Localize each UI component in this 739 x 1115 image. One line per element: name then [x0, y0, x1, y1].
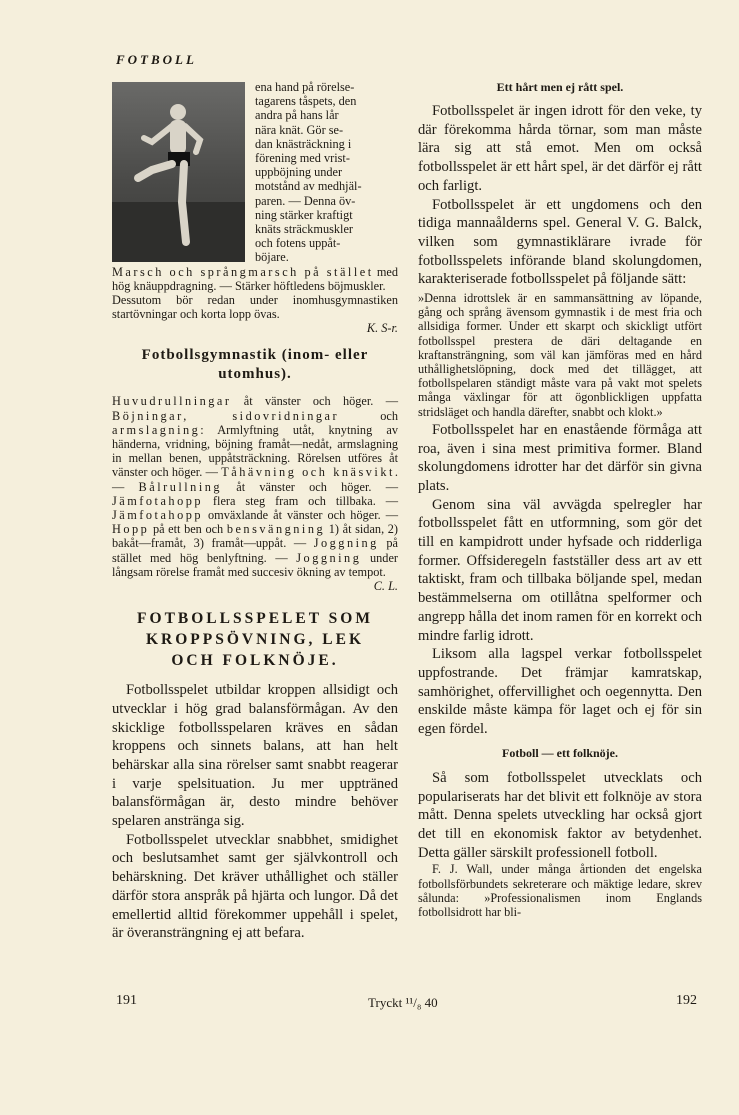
signature: C. L.: [373, 579, 398, 594]
start-paragraph: Dessutom bör redan under inomhusgymnastiken startövningar och korta lopp övas.: [112, 293, 398, 322]
paragraph-text: med hög knäuppdragning. — Stärker höftledens böjmuskler.: [112, 264, 398, 293]
paragraph-text: och: [339, 408, 398, 423]
caption-line: böjare.: [255, 250, 289, 265]
paragraph-text: omväxlande åt vänster och höger. —: [203, 508, 398, 523]
caption-line: ena hand på rörelse-: [255, 80, 355, 94]
spaced-term: Böjningar, sidovridningar: [112, 408, 340, 423]
left-column: [112, 80, 398, 943]
subheading: Fotboll — ett folknöje.: [502, 745, 618, 760]
caption-line: ning stärker kraftigt: [255, 207, 353, 222]
spaced-term: Jämfotahopp: [112, 508, 204, 523]
subheading: Ett hårt men ej rått spel.: [496, 80, 624, 94]
running-head: FOTBOLL: [116, 52, 197, 67]
spaced-term: armslagning: [112, 422, 201, 437]
caption-line: andra på hans lår: [255, 108, 339, 123]
caption-line: uppböjning under: [255, 165, 343, 180]
caption-line: paren. — Denna öv-: [255, 193, 356, 208]
spaced-term: Marsch och språngmarsch på stället: [112, 264, 374, 279]
signature: K. S-r.: [366, 321, 398, 336]
small-paragraph: F. J. Wall, under många årtionden det engelska fotbollsförbundets sekreterare och mäktige ledare, skrev sålunda: »Professionalismen inom Englands fotbollsidrott har bli-: [418, 862, 702, 919]
exercise-photo: [112, 82, 245, 262]
body-paragraph: Fotbollsspelet är ingen idrott för den veke, ty där förekomma hårda törnar, som man måste lära sig att stå emot. Men om också fotbollsspelet är ett hårt spel, är det därför ej rått och farligt.: [418, 103, 702, 194]
spaced-term: Joggning: [296, 550, 362, 565]
march-paragraph: [112, 265, 398, 293]
spaced-term: Hopp: [112, 522, 150, 537]
spaced-term: Joggning: [313, 536, 379, 551]
paragraph-text: . —: [112, 465, 398, 494]
main-heading-line: KROPPSÖVNING, LEK: [145, 631, 365, 649]
page-number-right: 192: [676, 993, 697, 1008]
main-heading: [112, 608, 398, 671]
paragraph-text: flera steg fram och tillbaka. —: [203, 493, 398, 508]
photo-block: [112, 80, 398, 265]
body-paragraph: Fotbollsspelet utbildar kroppen allsidigt och utvecklar i hög grad balansförmågan. Av den skicklige fotbollsspelaren kräves en sådan kroppens och sinnets balans, att han helt behärskar alla sina rörelser samt snabbt reagerar i varje spelsituation. Ju mer uppträned balansförmågan är, desto mindre behöver spelaren anstränga sig.: [112, 682, 398, 830]
paragraph-text: : Armlyftning utåt, knytning av händerna, vridning, böjning framåt—nedåt, armslagning in mellan benen, uppåtsträckning. Rörelsen utföres åt vänster och höger. —: [112, 422, 398, 480]
body-paragraph: Fotbollsspelet har en enastående förmåga att roa, även i sina mest primitiva former. Bland skolungdomens idrotter har det därför sin givna plats.: [418, 421, 702, 494]
caption-line: knäts sträckmuskler: [255, 222, 354, 237]
caption-line: tagarens tåspets, den: [255, 94, 357, 109]
main-heading-line: FOTBOLLSSPELET SOM: [137, 610, 373, 628]
athlete-figure-icon: [112, 82, 245, 262]
paragraph-text: åt vänster och höger. —: [222, 479, 399, 494]
page-number-left: 191: [116, 993, 137, 1008]
print-date: Tryckt ¹¹/₈ 40: [368, 995, 438, 1010]
gymnastics-paragraph: [112, 394, 398, 579]
caption-line: förening med vrist-: [255, 151, 350, 166]
caption-line: och fotens uppåt-: [255, 236, 341, 251]
spaced-term: Bålrullning: [138, 479, 223, 494]
paragraph-text: under långsam rörelse framåt med succesiv ökning av tempot.: [112, 550, 398, 579]
paragraph-text: 1) åt sidan, 2) bakåt—framåt, 3) framåt—uppåt. —: [112, 522, 398, 551]
body-paragraph: Genom sina väl avvägda spelregler har fotbollsspelet fått en utformning, som gör det till en kampidrott under hyfsade och ridderliga former. Offsideregeln fastställer dess art av ett taktiskt, fram och tillbaka böljande spel, medan bestämmelserna om otillåtna spelformer och angrepp hålla det inom ramen för en korrekt och mindre farlig idrott.: [418, 496, 702, 644]
paragraph-text: åt vänster och höger. —: [231, 394, 398, 409]
quote-paragraph: »Denna idrottslek är en sammansättning av löpande, gång och språng ävensom gymnastik i de mest fria och allsidiga former. Under ett skarpt och skickligt utfört fotbollsspel prestera de däri deltagande en kraftansträngning, som väl kan jämföras med en hård uthållighetslöpning, dock med det tillägget, att fotbollspelaren ständigt måste vara på vakt mot spelets många växlingar för att ögonblickligen uppfatta stridsläget och handla därefter, snabbt och klokt.»: [418, 291, 702, 419]
spaced-term: bensvängning: [226, 522, 326, 537]
paragraph-text: på stället med hög benlyftning. —: [112, 536, 398, 565]
right-column: [418, 80, 702, 919]
spaced-term: Jämfotahopp: [112, 493, 204, 508]
paragraph-text: på ett ben och: [149, 522, 227, 537]
caption-line: motstånd av medhjäl-: [255, 179, 362, 194]
caption-line: nära knät. Gör se-: [255, 122, 344, 137]
body-paragraph: Fotbollsspelet är ett ungdomens och den tidiga mannaålderns spel. General V. G. Balck, vilken som gymnastiklärare ivrade för fotbollsspelets införande bland skolungdomen, karakteriserade fotbollsspelet på följande sätt:: [418, 196, 702, 288]
main-heading-line: OCH FOLKNÖJE.: [171, 652, 339, 670]
body-paragraph: Liksom alla lagspel verkar fotbollsspelet uppfostrande. Det främjar kamratskap, samhörighet, offervillighet och oegennytta. Den enskilde måste kämpa för laget och ej för sin egen fördel.: [418, 646, 702, 738]
body-paragraph: Fotbollsspelet utvecklar snabbhet, smidighet och beslutsamhet samt ger självkontroll och behärskning. Det kräver uthållighet och ställer därför stora anspråk på hjärta och lungor. Då det emellertid alltid förekommer uppehåll i spelet, är överansträngning ej att befara.: [112, 831, 398, 942]
section-heading: Fotbollsgymnastik (inom- eller utomhus).: [141, 347, 369, 383]
caption-line: dan knästräckning i: [255, 136, 352, 151]
body-paragraph: Så som fotbollsspelet utvecklats och populariserats har det blivit ett folknöje av stora mått. Denna spelets utveckling har också gjort det till en ekonomisk faktor av betydenhet. Detta gäller särskilt professionell fotboll.: [418, 769, 702, 861]
spaced-term: Tåhävning och knäsvikt: [221, 465, 395, 480]
spaced-term: Huvudrullningar: [112, 394, 232, 409]
